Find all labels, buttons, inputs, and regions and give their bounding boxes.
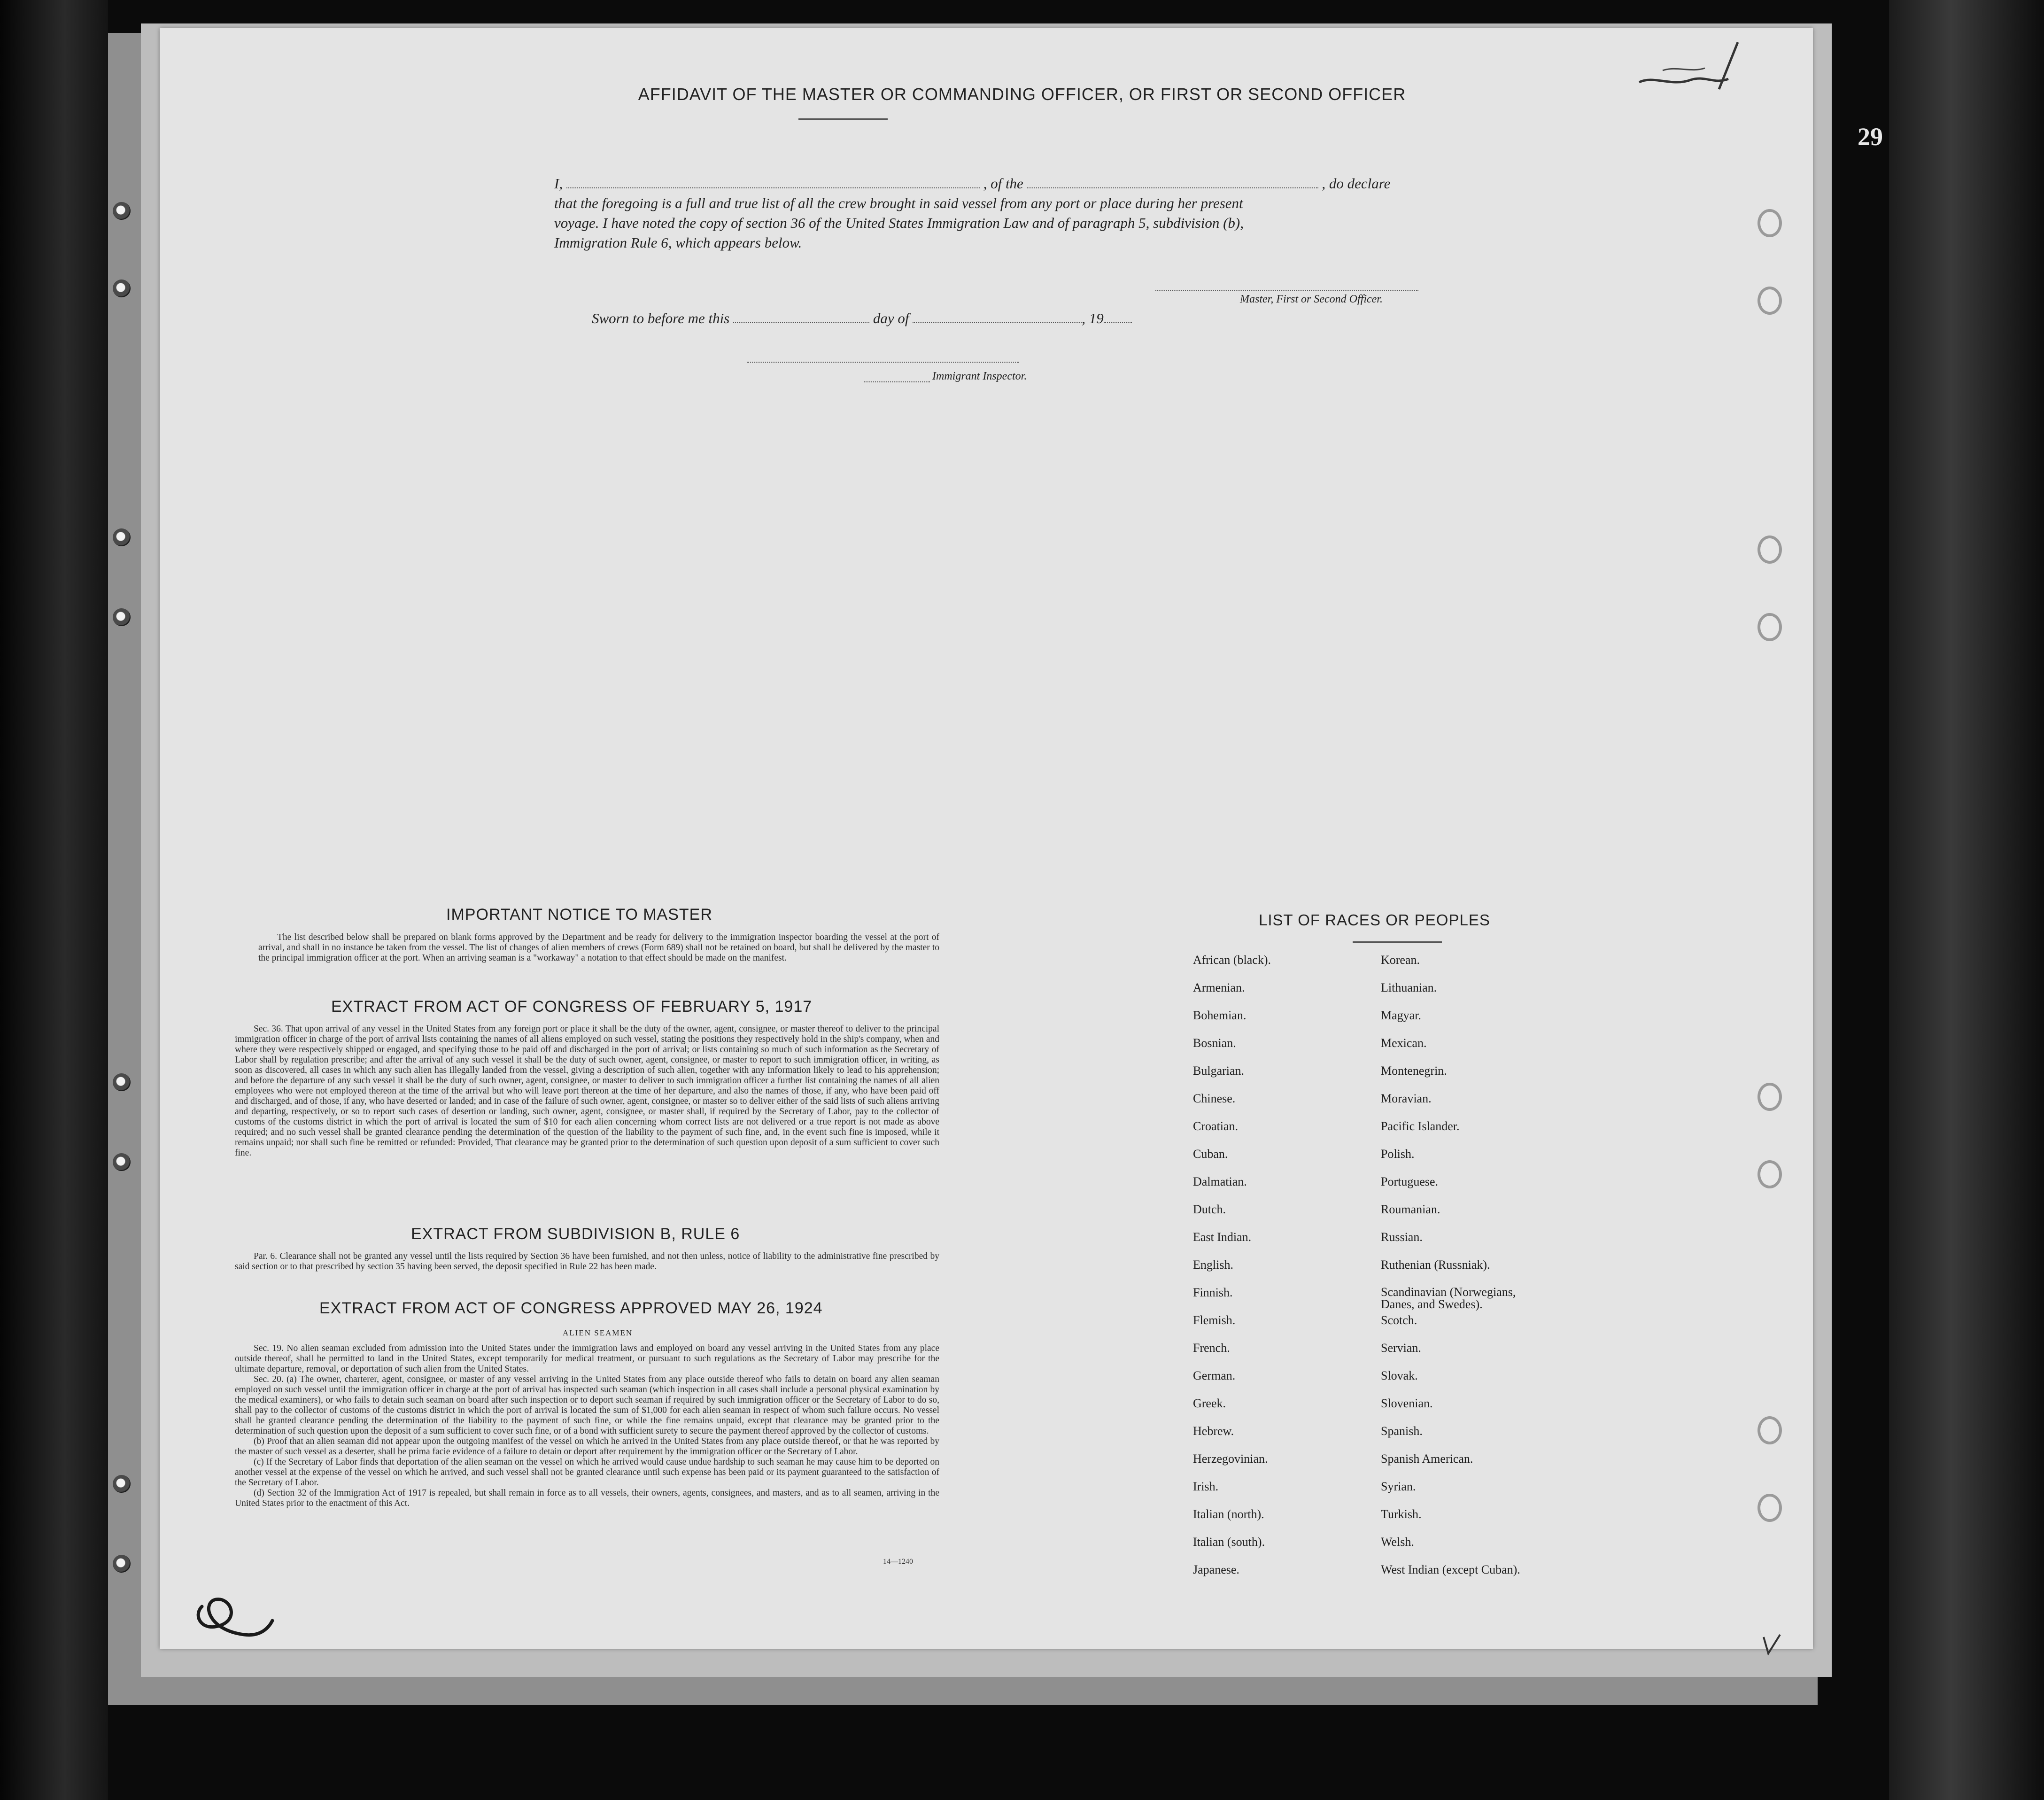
inspector-caption: Immigrant Inspector. xyxy=(932,370,1027,382)
race-item: Flemish. xyxy=(1193,1313,1236,1327)
section-20d-paragraph: (d) Section 32 of the Immigration Act of 1917 is repealed, but shall remain in force as to all vessels, their owners, agents, consignees, and masters, and as to all seamen, arriving in the United States prior to the enactment of this Act. xyxy=(235,1488,939,1508)
page-number: 29 xyxy=(1858,123,1883,151)
race-item: Slovenian. xyxy=(1381,1397,1433,1410)
race-item: Bohemian. xyxy=(1193,1009,1247,1022)
declaration-line-2: that the foregoing is a full and true list of all the crew brought in said vessel from any port or place during her present xyxy=(554,195,1243,211)
sworn-year: , 19 xyxy=(1082,310,1104,326)
race-item: Croatian. xyxy=(1193,1119,1239,1133)
race-item: German. xyxy=(1193,1369,1236,1382)
race-item: Bulgarian. xyxy=(1193,1064,1245,1078)
sworn-day-of: day of xyxy=(873,310,909,326)
declaration-line-1 xyxy=(554,174,1465,194)
paragraph-6: Par. 6. Clearance shall not be granted any vessel until the lists required by Section 36 have been furnished, and not then unless, notice of liability to the administrative fine prescribed by said section or to that prescribed by section 35 having been served, the deposit specified in Rule 22 has been made. xyxy=(235,1251,939,1272)
race-item: Lithuanian. xyxy=(1381,981,1437,994)
extract-rule6-body xyxy=(235,1251,939,1272)
races-title-underline xyxy=(1353,941,1442,943)
ring-reinforcement-icon xyxy=(1758,535,1782,564)
inspector-dots xyxy=(864,381,930,382)
notice-paragraph: The list described below shall be prepared on blank forms approved by the Department and be ready for delivery to the immigration inspector boarding the vessel at the port of arrival, and shall in no instance be taken from the vessel. The list of changes of alien members of crews (Form 689) shall not be retained on board, but shall be delivered by the master to the principal immigration officer at the port. When an arriving seaman is a "workaway" a notation to that effect should be made on the manifest. xyxy=(258,932,939,963)
binder-hole-icon xyxy=(113,1073,131,1091)
race-item: Korean. xyxy=(1381,953,1420,967)
form-number: 14—1240 xyxy=(883,1558,913,1566)
section-20a-paragraph: Sec. 20. (a) The owner, charterer, agent, consignee, or master of any vessel arriving in the United States from any place outside thereof who fails to detain on board any alien seaman employed on such vessel until the immigration officer in charge at the port of arrival has inspected such seaman (which inspection in all cases shall include a personal physical examination by the medical examiners), or who fails to detain such seaman on board after such inspection or to deport such seaman if required by such immigration officer or the Secretary of Labor to do so, shall pay to the collector of customs of the customs district in which the port of arrival is located the sum of $1,000 for each alien seaman in respect of whom such failure occurs. No vessel shall be granted clearance pending the determination of the liability to the payment of such fine, or while the fine remains unpaid, except that clearance may be granted prior to the determination of such question upon the deposit of a sum sufficient to cover such fine, or of a bond with sufficient surety to secure the payment thereof approved by the collector of customs. xyxy=(235,1374,939,1436)
race-item: Scotch. xyxy=(1381,1313,1417,1327)
race-item: Armenian. xyxy=(1193,981,1245,994)
ring-reinforcement-icon xyxy=(1758,1160,1782,1188)
declaration-line-4: Immigration Rule 6, which appears below. xyxy=(554,234,802,251)
day-blank xyxy=(733,311,869,323)
title-underline xyxy=(798,118,888,120)
race-item: Slovak. xyxy=(1381,1369,1418,1382)
race-item: Italian (north). xyxy=(1193,1507,1264,1521)
race-item: English. xyxy=(1193,1258,1233,1272)
race-item: Ruthenian (Russniak). xyxy=(1381,1258,1490,1272)
section-36-paragraph: Sec. 36. That upon arrival of any vessel in the United States from any foreign port or place it shall be the duty of the owner, agent, consignee, or master thereof to deliver to the principal immigration officer in charge of the port of arrival lists containing the names of all aliens employed on such vessel, stating the positions they respectively hold in the ship's company, when and where they were respectively shipped or engaged, and specifying those to be paid off and discharged in the port of arrival; or lists containing so much of such information as the Secretary of Labor shall by regulation prescribe; and after the arrival of any such vessel it shall be the duty of such owner, agent, consignee, or master to report to such immigration officer, in writing, as soon as discovered, all cases in which any such alien has illegally landed from the vessel, giving a description of such alien, together with any information likely to lead to his apprehension; and before the departure of any such vessel it shall be the duty of such owner, agent, consignee, or master to deliver to such immigration officer a further list containing the names of all alien employees who were not employed thereon at the time of the arrival but who will leave port thereon at the time of her departure, and also the names of those, if any, who have been paid off and discharged, and of those, if any, who have deserted or landed; and in case of the failure of such owner, agent, consignee, or master so to deliver either of the said lists of such aliens arriving and departing, respectively, or so to report such cases of desertion or landing, such owner, agent, consignee, or master shall, if required by the Secretary of Labor, pay to the collector of customs of the customs district in which the port of arrival is located the sum of $10 for each alien concerning whom correct lists are not delivered or a true report is not made as above required; and no such vessel shall be granted clearance pending the determination of the question of the liability to the payment of such fine, and, in the event such fine is imposed, while it remains unpaid; nor shall such fine be remitted or refunded: Provided, That clearance may be granted prior to the determination of such question upon deposit of a sum sufficient to cover such fine. xyxy=(235,1024,939,1158)
race-item: Welsh. xyxy=(1381,1535,1414,1549)
race-item: Syrian. xyxy=(1381,1480,1416,1493)
extract-1917-title: EXTRACT FROM ACT OF CONGRESS OF FEBRUARY 5, 1917 xyxy=(331,998,813,1016)
binder-hole-icon xyxy=(113,608,131,626)
race-item: Polish. xyxy=(1381,1147,1415,1161)
extract-1924-body xyxy=(235,1343,939,1509)
race-item: Finnish. xyxy=(1193,1286,1233,1299)
ring-reinforcement-icon xyxy=(1758,1494,1782,1522)
declaration-of-the: , of the xyxy=(983,175,1023,192)
binder-hole-icon xyxy=(113,1153,131,1171)
binder-hole-icon xyxy=(113,1555,131,1573)
race-item: Portuguese. xyxy=(1381,1175,1439,1188)
affidavit-title: AFFIDAVIT OF THE MASTER OR COMMANDING OFFICER, OR FIRST OR SECOND OFFICER xyxy=(638,85,1406,104)
race-item: Italian (south). xyxy=(1193,1535,1265,1549)
binder-hole-icon xyxy=(113,279,131,297)
section-20b-paragraph: (b) Proof that an alien seaman did not appear upon the outgoing manifest of the vessel on which he arrived in the United States from any place outside thereof, or that he was reported by the master of such vessel as a deserter, shall be prima facie evidence of a failure to detain or deport after requirement by the immigration officer or the Secretary of Labor. xyxy=(235,1436,939,1457)
binder-edge-right xyxy=(1889,0,2044,1800)
race-item: West Indian (except Cuban). xyxy=(1381,1563,1520,1576)
races-title: LIST OF RACES OR PEOPLES xyxy=(1259,911,1490,929)
race-item: African (black). xyxy=(1193,953,1271,967)
race-item: Chinese. xyxy=(1193,1092,1236,1105)
race-item: Hebrew. xyxy=(1193,1424,1234,1438)
declaration-line-3: voyage. I have noted the copy of section 36 of the United States Immigration Law and of paragraph 5, subdivision (b), xyxy=(554,215,1244,231)
name-blank xyxy=(566,176,980,188)
race-item: Magyar. xyxy=(1381,1009,1421,1022)
race-item: Roumanian. xyxy=(1381,1203,1440,1216)
ring-reinforcement-icon xyxy=(1758,1083,1782,1111)
race-item: Bosnian. xyxy=(1193,1036,1236,1050)
notice-body xyxy=(258,932,939,963)
signature-caption: Master, First or Second Officer. xyxy=(1240,293,1383,305)
races-list-left xyxy=(1193,954,1271,1591)
vessel-blank xyxy=(1027,176,1318,188)
alien-seamen-subhead: ALIEN SEAMEN xyxy=(563,1328,633,1337)
race-item: Herzegovinian. xyxy=(1193,1452,1268,1466)
race-item: Montenegrin. xyxy=(1381,1064,1447,1078)
inspector-signature-line xyxy=(747,362,1019,363)
race-item: Pacific Islander. xyxy=(1381,1119,1460,1133)
race-item: Scandinavian (Norwegians, Danes, and Swedes). xyxy=(1381,1285,1516,1311)
binder-hole-icon xyxy=(113,202,131,220)
race-item: French. xyxy=(1193,1341,1230,1355)
races-list-right xyxy=(1381,954,1550,1591)
ring-reinforcement-icon xyxy=(1758,287,1782,315)
race-item: Russian. xyxy=(1381,1230,1423,1244)
race-item: Spanish American. xyxy=(1381,1452,1473,1466)
race-item: Dutch. xyxy=(1193,1203,1226,1216)
affidavit-declaration xyxy=(554,174,1465,253)
race-item: Spanish. xyxy=(1381,1424,1423,1438)
declaration-i: I, xyxy=(554,175,563,192)
extract-rule6-title: EXTRACT FROM SUBDIVISION B, RULE 6 xyxy=(411,1225,740,1243)
year-blank xyxy=(1104,311,1132,323)
handwritten-number-icon xyxy=(188,1588,282,1649)
race-item: Japanese. xyxy=(1193,1563,1239,1576)
binder-hole-icon xyxy=(113,528,131,546)
race-item: East Indian. xyxy=(1193,1230,1252,1244)
ring-reinforcement-icon xyxy=(1758,209,1782,237)
section-19-paragraph: Sec. 19. No alien seaman excluded from admission into the United States under the immigration laws and employed on board any vessel arriving in the United States from any place outside thereof, shall be permitted to land in the United States, except temporarily for medical treatment, or pursuant to such regulations as the Secretary of Labor may prescribe for the ultimate departure, removal, or deportation of such alien from the United States. xyxy=(235,1343,939,1374)
sworn-statement xyxy=(592,310,1132,327)
race-item: Turkish. xyxy=(1381,1507,1422,1521)
binder-edge-left xyxy=(0,0,108,1800)
extract-1924-title: EXTRACT FROM ACT OF CONGRESS APPROVED MAY 26, 1924 xyxy=(319,1299,823,1317)
binder-hole-icon xyxy=(113,1475,131,1493)
race-item: Dalmatian. xyxy=(1193,1175,1247,1188)
race-item: Mexican. xyxy=(1381,1036,1427,1050)
declaration-do-declare: , do declare xyxy=(1322,175,1391,192)
race-item: Cuban. xyxy=(1193,1147,1228,1161)
race-item: Greek. xyxy=(1193,1397,1226,1410)
section-20c-paragraph: (c) If the Secretary of Labor finds that deportation of the alien seaman on the vessel on which he arrived would cause undue hardship to such seaman he may cause him to be deported on another vessel at the expense of the vessel on which he arrived, and such vessel shall not be granted clearance until such expense has been paid or its payment guaranteed to the satisfaction of the Secretary of Labor. xyxy=(235,1457,939,1488)
signature-line xyxy=(1155,290,1418,291)
race-item: Moravian. xyxy=(1381,1092,1432,1105)
ring-reinforcement-icon xyxy=(1758,1416,1782,1444)
ring-reinforcement-icon xyxy=(1758,613,1782,641)
notice-title: IMPORTANT NOTICE TO MASTER xyxy=(446,906,712,923)
sworn-prefix: Sworn to before me this xyxy=(592,310,730,326)
pen-tick-icon xyxy=(1759,1630,1787,1658)
race-item: Irish. xyxy=(1193,1480,1219,1493)
race-item: Servian. xyxy=(1381,1341,1421,1355)
month-blank xyxy=(913,311,1082,323)
extract-1917-body xyxy=(235,1024,939,1158)
